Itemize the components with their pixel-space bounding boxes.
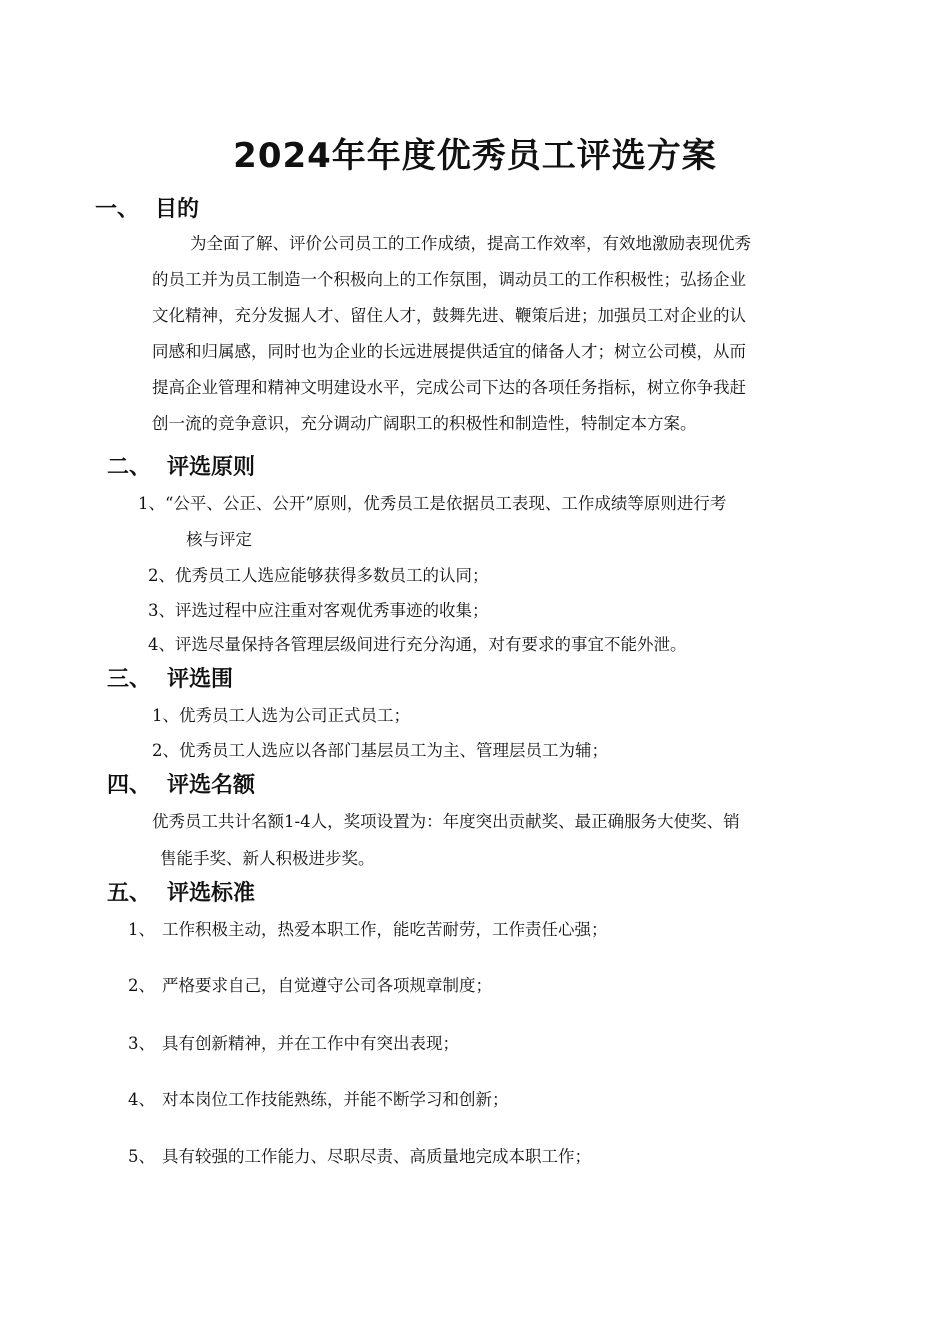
section-title: 评选围 [167,667,234,692]
criteria-item [128,1030,459,1054]
criteria-text: 严格要求自己，自觉遵守公司各项规章制度； [162,976,492,995]
criteria-text: 具有创新精神，并在工作中有突出表现； [162,1034,459,1053]
criteria-text: 工作积极主动，热爱本职工作，能吃苦耐劳，工作责任心强； [162,920,608,939]
criteria-item [128,972,492,996]
paragraph-line: 提高企业管理和精神文明建设水平，完成公司下达的各项任务指标，树立你争我赶 [152,378,746,397]
criteria-number: 5、 [128,1147,155,1166]
section-number: 一、 [95,197,140,222]
section-heading-purpose [95,192,199,223]
paragraph-line: 创一流的竞争意识，充分调动广阔职工的积极性和制造性，特制定本方案。 [152,414,697,433]
section-title: 评选标准 [167,881,256,906]
section-heading-criteria [107,876,255,907]
list-item-continuation: 核与评定 [186,530,252,549]
criteria-number: 3、 [128,1034,155,1053]
paragraph-line: 为全面了解、评价公司员工的工作成绩，提高工作效率，有效地激励表现优秀 [190,234,751,253]
paragraph-line: 优秀员工共计名额1-4人，奖项设置为：年度突出贡献奖、最正确服务大使奖、销 [152,812,740,831]
section-title: 目的 [155,197,200,222]
section-heading-scope [107,662,233,693]
section-number: 五、 [107,881,152,906]
list-item: 1、优秀员工人选为公司正式员工； [152,706,410,725]
section-heading-quota [107,768,255,799]
paragraph-line: 同感和归属感，同时也为企业的长远进展提供适宜的储备人才；树立公司模，从而 [152,342,746,361]
section-number: 二、 [107,455,152,480]
section-number: 三、 [107,667,152,692]
section-number: 四、 [107,773,152,798]
criteria-item [128,916,608,940]
criteria-item [128,1086,509,1110]
list-item: 3、评选过程中应注重对客观优秀事迹的收集； [148,601,489,620]
page-title: 2024年年度优秀员工评选方案 [233,136,717,176]
criteria-number: 2、 [128,976,155,995]
paragraph-line: 文化精神，充分发掘人才、留住人才，鼓舞先进、鞭策后进；加强员工对企业的认 [152,306,746,325]
list-item: 2、优秀员工人选应以各部门基层员工为主、管理层员工为辅； [152,741,608,760]
section-title: 评选名额 [167,773,256,798]
section-heading-principles [107,450,255,481]
list-item: 1、“公平、公正、公开”原则，优秀员工是依据员工表现、工作成绩等原则进行考 [138,494,727,513]
paragraph-line: 售能手奖、新人积极进步奖。 [160,849,375,868]
criteria-item [128,1143,591,1167]
list-item: 4、评选尽量保持各管理层级间进行充分沟通，对有要求的事宜不能外泄。 [148,635,687,654]
criteria-text: 对本岗位工作技能熟练，并能不断学习和创新； [162,1090,509,1109]
criteria-number: 1、 [128,920,155,939]
section-title: 评选原则 [167,455,256,480]
criteria-number: 4、 [128,1090,155,1109]
criteria-text: 具有较强的工作能力、尽职尽责、高质量地完成本职工作； [162,1147,591,1166]
list-item: 2、优秀员工人选应能够获得多数员工的认同； [148,566,489,585]
paragraph-line: 的员工并为员工制造一个积极向上的工作氛围，调动员工的工作积极性；弘扬企业 [152,270,746,289]
